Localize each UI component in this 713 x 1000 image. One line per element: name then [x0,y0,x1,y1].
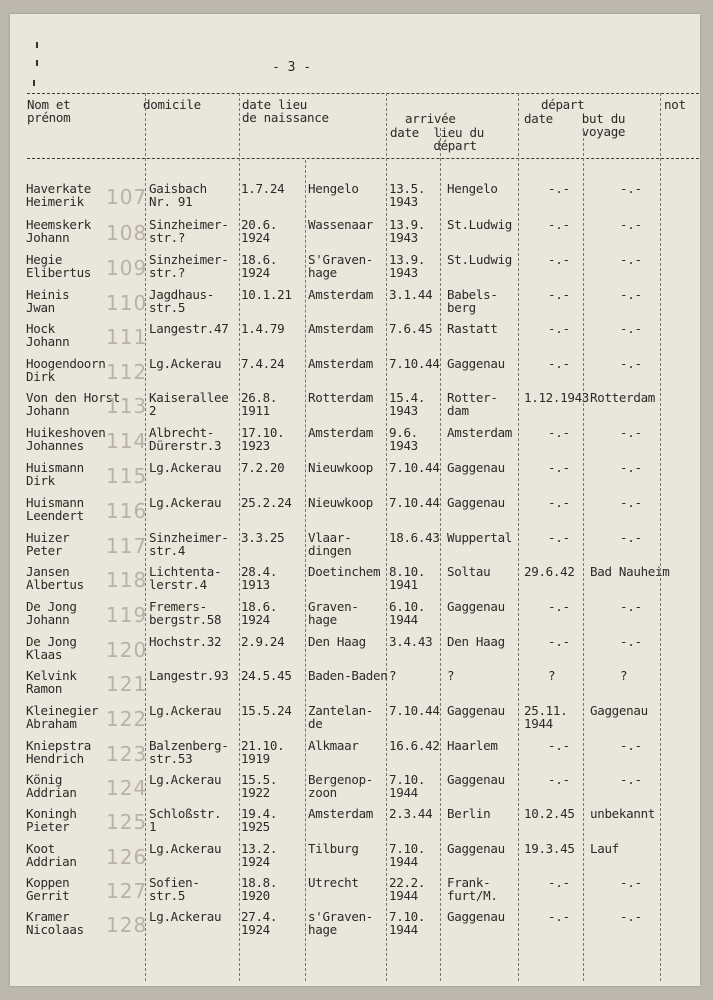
cell-departure-date: -.- [548,599,570,614]
cell-birth-date: 21.10. 1919 [241,738,285,766]
cell-arrival-from: St.Ludwig [447,217,513,232]
handwritten-entry-number: 119 [106,603,148,627]
cell-arrival-from: Gaggenau [447,460,505,475]
handwritten-entry-number: 121 [106,672,148,696]
cell-departure-destination: -.- [620,634,642,649]
cell-birth-place: Amsterdam [308,287,374,302]
handwritten-entry-number: 122 [106,707,148,731]
cell-departure-date: -.- [548,252,570,267]
cell-domicile: Lg.Ackerau [149,460,222,475]
cell-departure-destination: -.- [620,772,642,787]
cell-domicile: Lg.Ackerau [149,841,222,856]
column-divider [239,93,240,981]
cell-arrival-from: Gaggenau [447,841,505,856]
cell-domicile: Lg.Ackerau [149,772,222,787]
header-departure-title: départ [541,97,585,112]
header-arrival-title: arrivée [405,111,456,126]
cell-domicile: Jagdhaus- str.5 [149,287,215,315]
cell-arrival-date: 7.10.44 [389,703,440,718]
cell-arrival-from: Gaggenau [447,599,505,614]
cell-birth-place: Baden-Baden [308,668,388,683]
handwritten-entry-number: 108 [106,221,148,245]
cell-birth-date: 28.4. 1913 [241,564,278,592]
cell-birth-date: 3.3.25 [241,530,285,545]
cell-birth-place: S'Graven- hage [308,252,374,280]
cell-domicile: Lichtenta- lerstr.4 [149,564,222,592]
cell-departure-destination: -.- [620,321,642,336]
handwritten-entry-number: 107 [106,185,148,209]
handwritten-entry-number: 123 [106,742,148,766]
cell-departure-date: -.- [548,634,570,649]
header-name: Nom et prénom [27,97,71,125]
cell-name: Haverkate Heimerik [26,181,92,209]
handwritten-entry-number: 117 [106,534,148,558]
cell-domicile: Lg.Ackerau [149,703,222,718]
cell-arrival-from: Amsterdam [447,425,513,440]
column-divider [305,160,306,981]
cell-departure-destination: ? [620,668,628,683]
cell-domicile: Lg.Ackerau [149,356,222,371]
handwritten-entry-number: 116 [106,499,148,523]
cell-arrival-from: Babels- berg [447,287,498,315]
cell-departure-date: -.- [548,287,570,302]
cell-birth-date: 20.6. 1924 [241,217,278,245]
cell-name: König Addrian [26,772,77,800]
cell-departure-date: 1.12.1943 [524,390,590,405]
cell-name: Koningh Pieter [26,806,77,834]
cell-birth-place: Vlaar- dingen [308,530,352,558]
cell-departure-date: -.- [548,738,570,753]
cell-departure-date: -.- [548,909,570,924]
cell-birth-date: 2.9.24 [241,634,285,649]
header-birth: date lieu de naissance [242,97,329,125]
cell-arrival-date: 18.6.43 [389,530,440,545]
handwritten-entry-number: 127 [106,879,148,903]
cell-birth-date: 25.2.24 [241,495,292,510]
column-divider [660,93,661,981]
cell-departure-date: 10.2.45 [524,806,575,821]
cell-domicile: Kaiserallee 2 [149,390,229,418]
handwritten-entry-number: 125 [106,810,148,834]
cell-arrival-date: 8.10. 1941 [389,564,426,592]
cell-arrival-date: 7.10. 1944 [389,772,426,800]
cell-arrival-date: 7.10. 1944 [389,841,426,869]
cell-name: Von den Horst Johann [26,390,120,418]
cell-arrival-date: 7.10.44 [389,460,440,475]
handwritten-entry-number: 114 [106,429,148,453]
cell-arrival-from: Gaggenau [447,909,505,924]
cell-name: Kramer Nicolaas [26,909,84,937]
cell-arrival-date: 13.5. 1943 [389,181,426,209]
cell-domicile: Langestr.93 [149,668,229,683]
cell-birth-date: 7.4.24 [241,356,285,371]
cell-birth-date: 10.1.21 [241,287,292,302]
cell-departure-destination: -.- [620,181,642,196]
cell-birth-place: Amsterdam [308,321,374,336]
cell-arrival-date: 13.9. 1943 [389,217,426,245]
cell-birth-place: Den Haag [308,634,366,649]
handwritten-entry-number: 128 [106,913,148,937]
handwritten-entry-number: 126 [106,845,148,869]
cell-arrival-date: 7.10.44 [389,356,440,371]
cell-birth-date: 15.5. 1922 [241,772,278,800]
cell-name: Koot Addrian [26,841,77,869]
cell-domicile: Schloßstr. 1 [149,806,222,834]
cell-birth-place: Graven- hage [308,599,359,627]
cell-birth-date: 18.8. 1920 [241,875,278,903]
column-divider [386,93,387,981]
column-divider [518,93,519,981]
cell-departure-destination: unbekannt [590,806,656,821]
cell-birth-date: 13.2. 1924 [241,841,278,869]
margin-mark [36,60,38,66]
header-rule-top [27,93,699,94]
cell-birth-date: 1.7.24 [241,181,285,196]
cell-departure-destination: -.- [620,599,642,614]
cell-arrival-from: Soltau [447,564,491,579]
cell-arrival-date: 16.6.42 [389,738,440,753]
handwritten-entry-number: 111 [106,325,148,349]
cell-departure-date: -.- [548,217,570,232]
cell-name: Heinis Jwan [26,287,70,315]
cell-arrival-date: ? [389,668,397,683]
margin-mark [36,42,38,48]
cell-birth-place: Zantelan- de [308,703,374,731]
cell-domicile: Langestr.47 [149,321,229,336]
cell-name: Kleinegier Abraham [26,703,99,731]
cell-departure-destination: -.- [620,460,642,475]
cell-birth-place: Bergenop- zoon [308,772,374,800]
cell-name: Kelvink Ramon [26,668,77,696]
header-rule-bottom [27,158,699,159]
cell-arrival-from: Berlin [447,806,491,821]
cell-arrival-from: Rotter- dam [447,390,498,418]
cell-birth-place: Utrecht [308,875,359,890]
column-divider [583,128,584,981]
cell-departure-destination: Bad Nauheim [590,564,670,579]
cell-arrival-from: Gaggenau [447,495,505,510]
cell-domicile: Gaisbach Nr. 91 [149,181,207,209]
cell-departure-date: -.- [548,460,570,475]
cell-departure-date: ? [548,668,556,683]
cell-birth-place: Alkmaar [308,738,359,753]
cell-birth-date: 19.4. 1925 [241,806,278,834]
cell-arrival-date: 9.6. 1943 [389,425,418,453]
cell-birth-date: 18.6. 1924 [241,599,278,627]
cell-departure-destination: -.- [620,217,642,232]
header-domicile: domicile [143,97,201,112]
cell-arrival-date: 2.3.44 [389,806,433,821]
column-divider [440,128,441,981]
handwritten-entry-number: 115 [106,464,148,488]
handwritten-entry-number: 124 [106,776,148,800]
cell-name: Huismann Leendert [26,495,84,523]
cell-birth-date: 26.8. 1911 [241,390,278,418]
header-arrival-sub: date lieu du départ [390,125,484,153]
cell-birth-date: 24.5.45 [241,668,292,683]
cell-arrival-from: Haarlem [447,738,498,753]
cell-name: Heemskerk Johann [26,217,92,245]
cell-birth-place: Tilburg [308,841,359,856]
cell-birth-place: s'Graven- hage [308,909,374,937]
cell-departure-destination: -.- [620,875,642,890]
cell-name: Huizer Peter [26,530,70,558]
cell-arrival-from: Hengelo [447,181,498,196]
cell-birth-place: Wassenaar [308,217,374,232]
cell-departure-date: -.- [548,181,570,196]
cell-departure-date: -.- [548,875,570,890]
cell-arrival-from: Gaggenau [447,356,505,371]
cell-name: Koppen Gerrit [26,875,70,903]
page-number: - 3 - [272,60,312,75]
handwritten-entry-number: 118 [106,568,148,592]
cell-domicile: Sofien- str.5 [149,875,200,903]
cell-birth-place: Nieuwkoop [308,495,374,510]
cell-departure-date: 25.11. 1944 [524,703,568,731]
header-departure-sub: date but du voyage [524,111,626,139]
cell-domicile: Balzenberg- str.53 [149,738,229,766]
cell-departure-destination: Rotterdam [590,390,656,405]
cell-birth-place: Nieuwkoop [308,460,374,475]
cell-arrival-date: 7.6.45 [389,321,433,336]
cell-arrival-from: Rastatt [447,321,498,336]
cell-arrival-date: 7.10. 1944 [389,909,426,937]
cell-departure-date: -.- [548,495,570,510]
cell-departure-destination: -.- [620,356,642,371]
cell-departure-destination: -.- [620,252,642,267]
cell-departure-date: 19.3.45 [524,841,575,856]
cell-name: Hoogendoorn Dirk [26,356,106,384]
cell-arrival-from: Den Haag [447,634,505,649]
cell-departure-date: 29.6.42 [524,564,575,579]
cell-arrival-date: 15.4. 1943 [389,390,426,418]
cell-name: Huismann Dirk [26,460,84,488]
cell-arrival-date: 3.1.44 [389,287,433,302]
handwritten-entry-number: 112 [106,360,148,384]
cell-arrival-from: Frank- furt/M. [447,875,498,903]
cell-departure-destination: -.- [620,287,642,302]
cell-departure-date: -.- [548,425,570,440]
cell-departure-destination: -.- [620,909,642,924]
cell-domicile: Lg.Ackerau [149,495,222,510]
cell-arrival-date: 7.10.44 [389,495,440,510]
cell-arrival-date: 13.9. 1943 [389,252,426,280]
cell-domicile: Sinzheimer- str.? [149,252,229,280]
cell-birth-place: Doetinchem [308,564,381,579]
cell-departure-destination: Lauf [590,841,619,856]
cell-domicile: Lg.Ackerau [149,909,222,924]
cell-birth-date: 1.4.79 [241,321,285,336]
cell-arrival-from: St.Ludwig [447,252,513,267]
cell-domicile: Sinzheimer- str.? [149,217,229,245]
cell-birth-place: Rotterdam [308,390,374,405]
cell-name: Kniepstra Hendrich [26,738,92,766]
cell-departure-date: -.- [548,356,570,371]
cell-birth-date: 27.4. 1924 [241,909,278,937]
cell-birth-date: 17.10. 1923 [241,425,285,453]
handwritten-entry-number: 113 [106,394,148,418]
cell-domicile: Fremers- bergstr.58 [149,599,222,627]
handwritten-entry-number: 109 [106,256,148,280]
cell-birth-place: Amsterdam [308,356,374,371]
cell-name: De Jong Johann [26,599,77,627]
handwritten-entry-number: 110 [106,291,148,315]
cell-departure-date: -.- [548,772,570,787]
cell-domicile: Sinzheimer- str.4 [149,530,229,558]
cell-domicile: Hochstr.32 [149,634,222,649]
cell-name: Hegie Elibertus [26,252,92,280]
cell-birth-place: Amsterdam [308,806,374,821]
cell-departure-date: -.- [548,530,570,545]
margin-mark [33,80,35,86]
handwritten-entry-number: 120 [106,638,148,662]
cell-birth-place: Amsterdam [308,425,374,440]
cell-arrival-from: Gaggenau [447,703,505,718]
cell-name: Jansen Albertus [26,564,84,592]
cell-domicile: Albrecht- Dürerstr.3 [149,425,222,453]
cell-birth-date: 7.2.20 [241,460,285,475]
cell-birth-date: 18.6. 1924 [241,252,278,280]
cell-birth-date: 15.5.24 [241,703,292,718]
header-note: not [664,97,686,112]
cell-arrival-date: 22.2. 1944 [389,875,426,903]
cell-departure-destination: Gaggenau [590,703,648,718]
cell-name: De Jong Klaas [26,634,77,662]
cell-departure-destination: -.- [620,530,642,545]
cell-name: Hock Johann [26,321,70,349]
cell-arrival-date: 3.4.43 [389,634,433,649]
cell-departure-destination: -.- [620,425,642,440]
cell-arrival-date: 6.10. 1944 [389,599,426,627]
cell-arrival-from: Gaggenau [447,772,505,787]
cell-departure-date: -.- [548,321,570,336]
cell-arrival-from: Wuppertal [447,530,513,545]
cell-birth-place: Hengelo [308,181,359,196]
cell-arrival-from: ? [447,668,455,683]
cell-name: Huikeshoven Johannes [26,425,106,453]
cell-departure-destination: -.- [620,495,642,510]
cell-departure-destination: -.- [620,738,642,753]
